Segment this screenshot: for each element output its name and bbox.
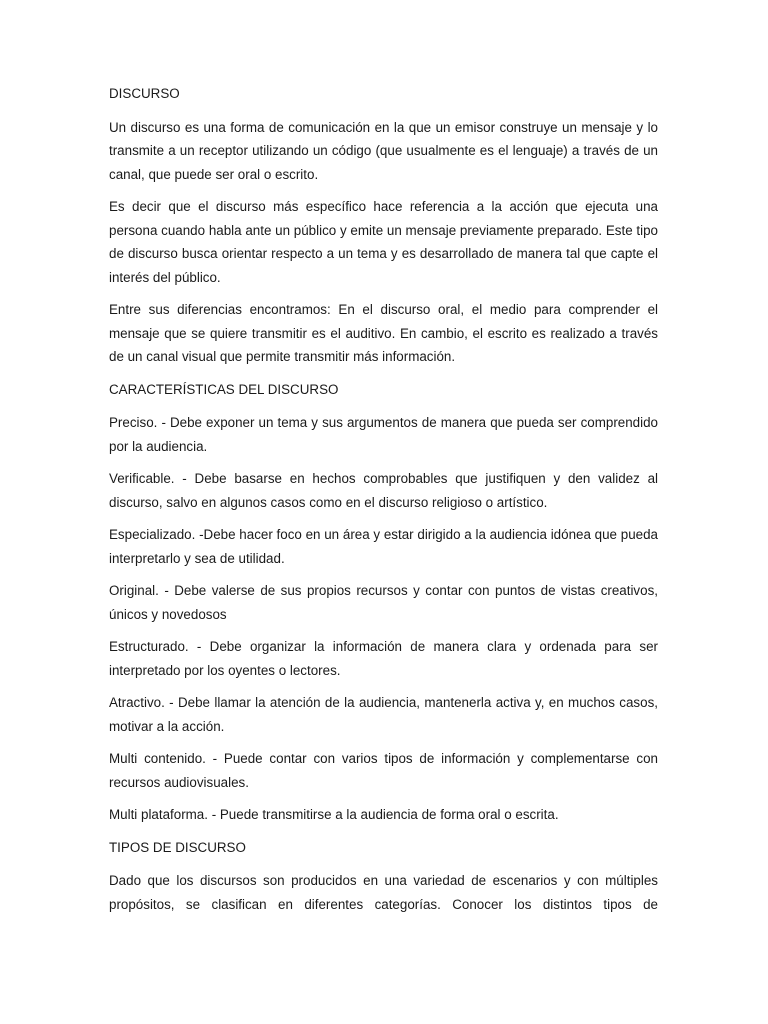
paragraph-specific-meaning: Es decir que el discurso más específico hace referencia a la acción que ejecuta una persona cuando habla ante un público y emite un mensaje previamente preparado. Este tipo de discurso busca orientar respecto a un tema y es desarrollado de manera tal que capte el interés del público. (109, 199, 658, 285)
section-heading-types: TIPOS DE DISCURSO (109, 839, 246, 855)
document-page (109, 82, 658, 925)
document-title: DISCURSO (109, 86, 180, 101)
paragraph-definition: Un discurso es una forma de comunicación en la que un emisor construye un mensaje y lo transmite a un receptor utilizando un código (que usualmente es el lenguaje) a través de un canal, que puede ser oral o escrito. (109, 119, 658, 182)
characteristic-estructurado: Estructurado. - Debe organizar la información de manera clara y ordenada para ser interpretado por los oyentes o lectores. (109, 639, 658, 678)
characteristic-multi-plataforma: Multi plataforma. - Puede transmitirse a la audiencia de forma oral o escrita. (109, 807, 559, 822)
characteristic-especializado: Especializado. -Debe hacer foco en un área y estar dirigido a la audiencia idónea que pueda interpretarlo y sea de utilidad. (109, 527, 658, 566)
characteristic-verificable: Verificable. - Debe basarse en hechos comprobables que justifiquen y den validez al discurso, salvo en algunos casos como en el discurso religioso o artístico. (109, 471, 658, 510)
characteristic-atractivo: Atractivo. - Debe llamar la atención de la audiencia, mantenerla activa y, en muchos casos, motivar a la acción. (109, 695, 658, 734)
paragraph-types-intro: Dado que los discursos son producidos en una variedad de escenarios y con múltiples propósitos, se clasifican en diferentes categorías. Conocer los distintos tipos de (109, 873, 658, 912)
section-heading-characteristics: CARACTERÍSTICAS DEL DISCURSO (109, 381, 339, 397)
characteristic-original: Original. - Debe valerse de sus propios recursos y contar con puntos de vistas creativos, únicos y novedosos (109, 583, 658, 622)
characteristic-preciso: Preciso. - Debe exponer un tema y sus argumentos de manera que pueda ser comprendido por la audiencia. (109, 415, 658, 454)
characteristic-multi-contenido: Multi contenido. - Puede contar con varios tipos de información y complementarse con recursos audiovisuales. (109, 751, 658, 790)
paragraph-differences: Entre sus diferencias encontramos: En el discurso oral, el medio para comprender el mensaje que se quiere transmitir es el auditivo. En cambio, el escrito es realizado a través de un canal visual que permite transmitir más información. (109, 302, 658, 364)
